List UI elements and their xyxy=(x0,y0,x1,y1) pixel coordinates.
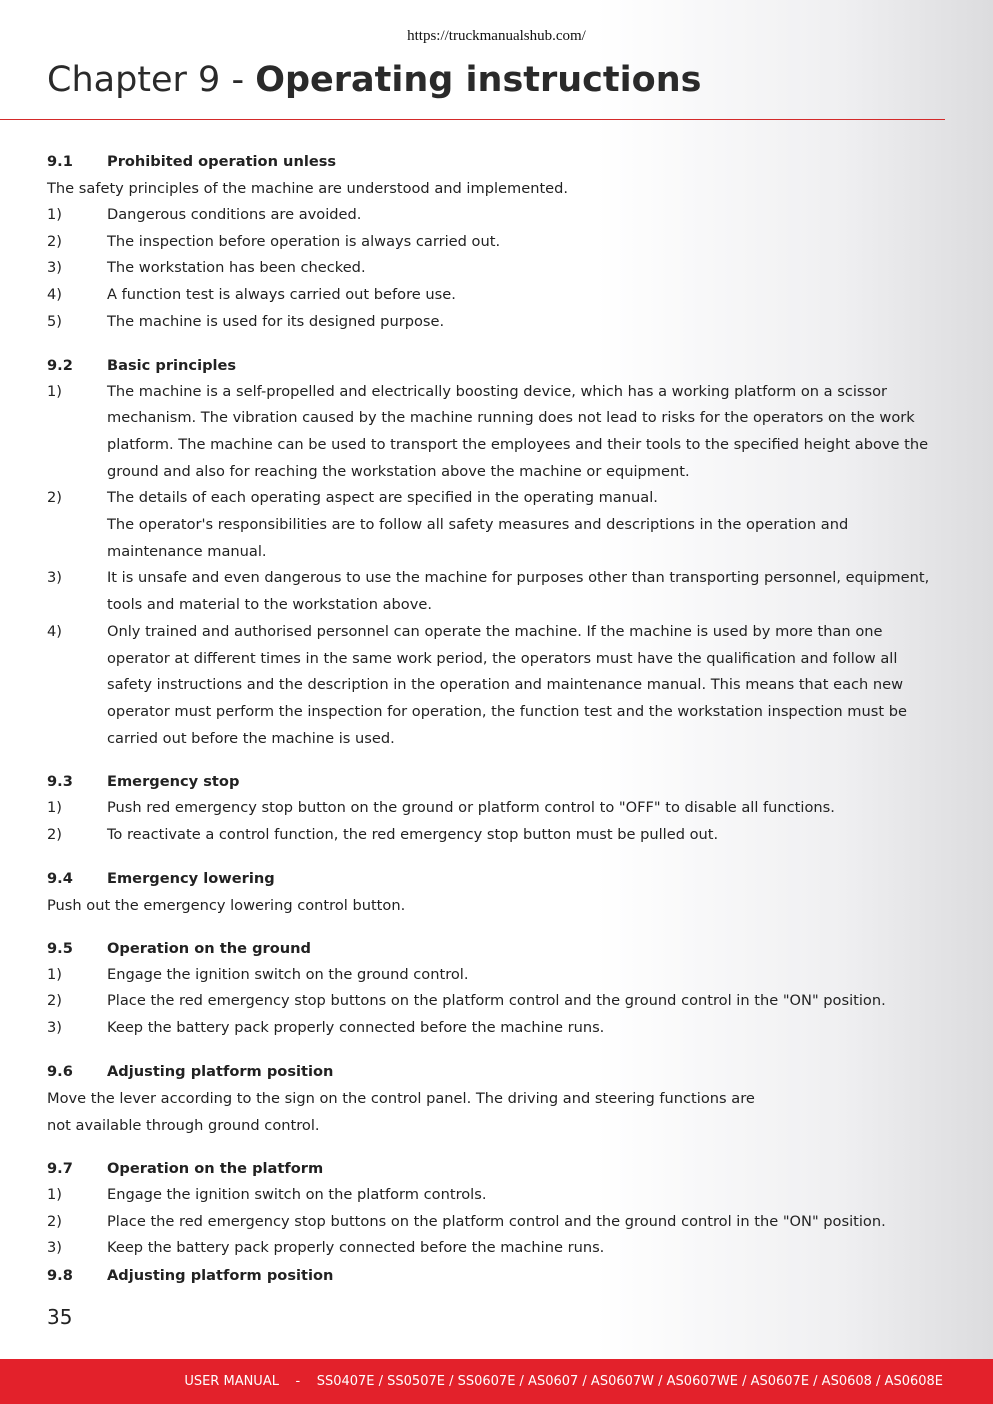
section-intro: The safety principles of the machine are understood and implemented. xyxy=(47,180,569,197)
section-heading xyxy=(47,935,947,962)
item-number: 3) xyxy=(47,259,62,277)
item-number: 2) xyxy=(47,489,62,507)
chapter-name: Operating instructions xyxy=(255,60,702,100)
list-item xyxy=(47,202,947,229)
section-intro: Push out the emergency lowering control button. xyxy=(47,896,406,914)
item-number: 4) xyxy=(47,286,62,304)
item-number: 2) xyxy=(47,232,62,250)
item-text: Only trained and authorised personnel can operate the machine. If the machine is used by more than one operator at different times in the same work period, the operators must have the qualification and follow all safety instructions and the description in the operation and maintenance manual. This means that each new operator must perform the inspection for operation, the function test and the workstation inspection must be carried out before the machine is used. xyxy=(107,622,907,747)
list-item xyxy=(47,379,947,486)
item-number: 1) xyxy=(47,965,62,983)
section-number: 9.7 xyxy=(47,1159,73,1177)
item-text-line: The details of each operating aspect are specified in the operating manual. xyxy=(107,489,658,507)
list-item xyxy=(47,255,947,282)
section-title: Prohibited operation unless xyxy=(107,153,337,170)
section-number: 9.1 xyxy=(47,153,73,170)
item-number: 5) xyxy=(47,312,62,330)
section-body-line: Move the lever according to the sign on the control panel. The driving and steering functions are xyxy=(47,1089,755,1107)
item-text: To reactivate a control function, the red emergency stop button must be pulled out. xyxy=(107,826,719,844)
title-rule xyxy=(0,119,945,120)
list-item xyxy=(47,1015,947,1042)
section-number: 9.5 xyxy=(47,939,73,957)
page-content xyxy=(47,148,947,1289)
section-title: Adjusting platform position xyxy=(107,1062,334,1080)
source-url[interactable]: https://truckmanualshub.com/ xyxy=(407,28,586,44)
section-heading xyxy=(47,1058,947,1085)
item-text: Keep the battery pack properly connected before the machine runs. xyxy=(107,1239,605,1257)
section-heading xyxy=(47,352,947,379)
item-text: The machine is used for its designed purpose. xyxy=(107,312,445,330)
section-number: 9.4 xyxy=(47,869,73,887)
section-number: 9.3 xyxy=(47,773,73,791)
item-text: The inspection before operation is always carried out. xyxy=(107,232,501,250)
item-number: 1) xyxy=(47,382,62,400)
section-title: Emergency lowering xyxy=(107,869,275,887)
chapter-prefix: Chapter 9 - xyxy=(47,60,256,100)
item-number: 3) xyxy=(47,1019,62,1037)
chapter-title xyxy=(47,60,701,100)
list-item xyxy=(47,1182,947,1209)
section-title: Emergency stop xyxy=(107,773,240,791)
section-title: Operation on the platform xyxy=(107,1159,324,1177)
section-number: 9.2 xyxy=(47,356,73,374)
item-text: The workstation has been checked. xyxy=(107,259,366,277)
list-item xyxy=(47,822,947,849)
list-item xyxy=(47,309,947,336)
item-text: Place the red emergency stop buttons on the platform control and the ground control in the "ON" position. xyxy=(107,1212,886,1230)
section-body-line: not available through ground control. xyxy=(47,1116,320,1134)
item-number: 1) xyxy=(47,799,62,817)
item-text: Keep the battery pack properly connected before the machine runs. xyxy=(107,1019,605,1037)
item-number: 2) xyxy=(47,992,62,1010)
section-title: Basic principles xyxy=(107,356,237,374)
item-number: 4) xyxy=(47,622,62,640)
section-heading xyxy=(47,148,947,175)
section-heading xyxy=(47,1262,947,1289)
item-text: Dangerous conditions are avoided. xyxy=(107,206,362,223)
list-item xyxy=(47,1235,947,1262)
footer-bar xyxy=(0,1359,993,1404)
item-text xyxy=(107,485,947,565)
list-item xyxy=(47,795,947,822)
item-text: Push red emergency stop button on the ground or platform control to "OFF" to disable all functions. xyxy=(107,799,835,817)
list-item xyxy=(47,282,947,309)
section-heading xyxy=(47,768,947,795)
section-number: 9.6 xyxy=(47,1062,73,1080)
list-item xyxy=(47,1209,947,1236)
item-text: The machine is a self-propelled and electrically boosting device, which has a working platform on a scissor mechanism. The vibration caused by the machine running does not lead to risks for the operators on the work platform. The machine can be used to transport the employees and their tools to the specified height above the ground and also for reaching the workstation above the machine or equipment. xyxy=(107,382,929,480)
section-heading xyxy=(47,865,947,892)
list-item xyxy=(47,619,947,753)
section-heading xyxy=(47,1155,947,1182)
item-text: A function test is always carried out before use. xyxy=(107,286,456,304)
item-number: 1) xyxy=(47,1185,62,1203)
section-title: Adjusting platform position xyxy=(107,1266,334,1284)
list-item xyxy=(47,962,947,989)
list-item xyxy=(47,229,947,256)
section-title: Operation on the ground xyxy=(107,939,312,957)
list-item xyxy=(47,485,947,565)
list-item xyxy=(47,988,947,1015)
item-text-continuation: The operator's responsibilities are to follow all safety measures and descriptions in the operation and maintenance manual. xyxy=(107,516,849,560)
page-number: 35 xyxy=(47,1305,73,1329)
item-text: Engage the ignition switch on the ground control. xyxy=(107,965,469,983)
item-number: 1) xyxy=(47,206,62,223)
item-text: Place the red emergency stop buttons on the platform control and the ground control in the "ON" position. xyxy=(107,992,886,1010)
list-item xyxy=(47,565,947,618)
footer-text: USER MANUAL - SS0407E / SS0507E / SS0607E / AS0607 / AS0607W / AS0607WE / AS0607E / AS0608 / AS0608E xyxy=(184,1374,943,1389)
item-number: 2) xyxy=(47,1212,62,1230)
item-number: 2) xyxy=(47,826,62,844)
item-number: 3) xyxy=(47,1239,62,1257)
item-text: Engage the ignition switch on the platform controls. xyxy=(107,1185,487,1203)
item-text: It is unsafe and even dangerous to use the machine for purposes other than transporting personnel, equipment, tools and material to the workstation above. xyxy=(107,569,930,614)
item-number: 3) xyxy=(47,569,62,587)
section-number: 9.8 xyxy=(47,1266,73,1284)
